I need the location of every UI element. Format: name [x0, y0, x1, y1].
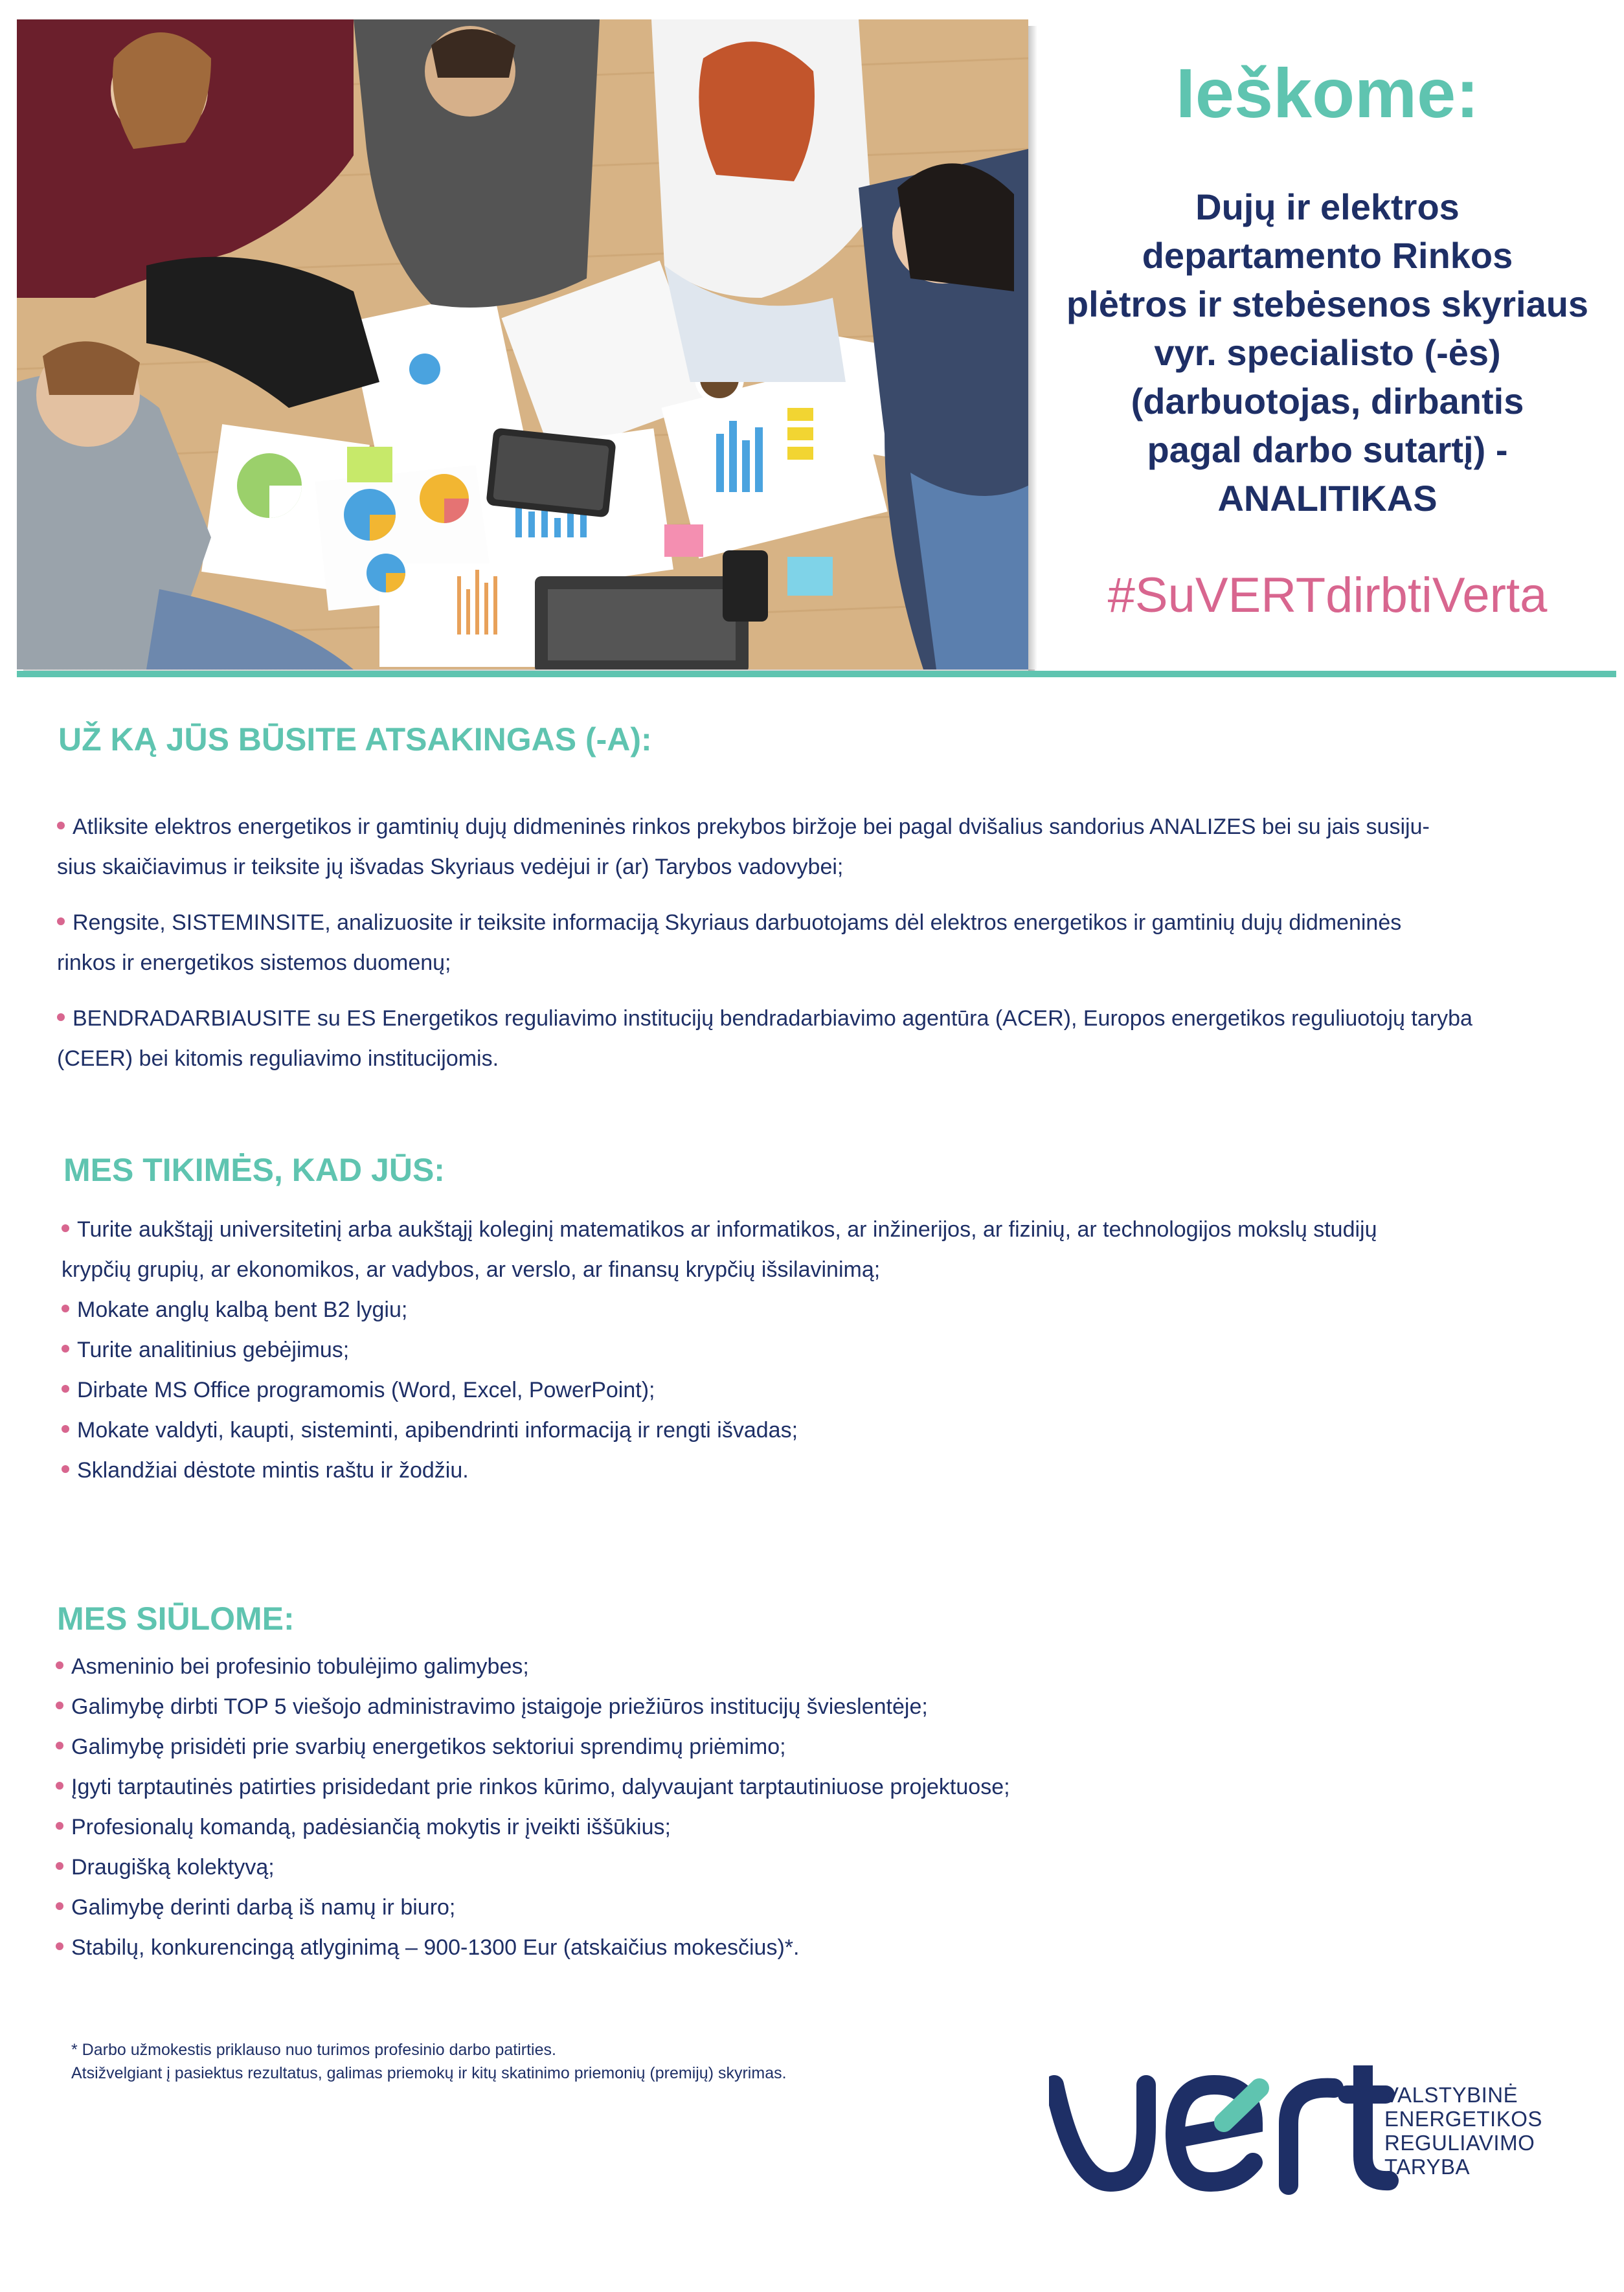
list-item: Draugišką kolektyvą; [56, 1847, 1571, 1887]
footnote-line: Atsižvelgiant į pasiektus rezultatus, galimas priemokų ir kitų skatinimo priemonių (premijų) skyrimas. [71, 2064, 787, 2082]
job-title [1036, 183, 1619, 522]
logo-letter-r [1289, 2088, 1334, 2185]
list-item: Rengsite, SISTEMINSITE, analizuosite ir teiksite informaciją Skyriaus darbuotojams dėl elektros energetikos ir gamtinių dujų didmeninės [57, 903, 1572, 943]
header-divider [17, 671, 1616, 677]
bullet-dot [62, 1385, 69, 1393]
list-item: Dirbate MS Office programomis (Word, Excel, PowerPoint); [62, 1370, 1577, 1410]
list-item: sius skaičiavimus ir teiksite jų išvadas Skyriaus vedėjui ir (ar) Tarybos vadovybei; [57, 855, 844, 879]
expectations-list [62, 1209, 1577, 1490]
list-item: rinkos ir energetikos sistemos duomenų; [57, 950, 451, 975]
bullet-dot [56, 1862, 63, 1870]
list-item: Galimybę derinti darbą iš namų ir biuro; [56, 1887, 1571, 1927]
bullet-dot [62, 1305, 69, 1312]
footnote-line: * Darbo užmokestis priklauso nuo turimos profesinio darbo patirties. [71, 2041, 556, 2059]
bullet-dot [62, 1425, 69, 1433]
job-title-line: departamento Rinkos [1142, 235, 1513, 276]
list-item: krypčių grupių, ar ekonomikos, ar vadybos, ar verslo, ar finansų krypčių išsilavinimą; [62, 1257, 881, 1282]
headline: Ieškome: [1175, 54, 1480, 132]
list-item: Galimybę dirbti TOP 5 viešojo administravimo įstaigoje priežiūros institucijų švieslentėje; [56, 1687, 1571, 1727]
footnote [71, 2038, 787, 2085]
expectations-title: MES TIKIMĖS, KAD JŪS: [63, 1152, 445, 1188]
bullet-dot [56, 1742, 63, 1749]
logo-letter-v [1054, 2085, 1146, 2182]
job-title-line: pagal darbo sutartį) - [1147, 429, 1508, 470]
job-title-line: plėtros ir stebėsenos skyriaus [1066, 284, 1589, 324]
list-item: Įgyti tarptautinės patirties prisidedant prie rinkos kūrimo, dalyvaujant tarptautiniuose projektuose; [56, 1767, 1571, 1807]
bullet-dot [56, 1661, 63, 1669]
list-item: Mokate anglų kalbą bent B2 lygiu; [62, 1290, 1577, 1330]
responsibilities-list [57, 815, 1572, 1071]
offer-list [56, 1646, 1571, 1968]
list-item: Sklandžiai dėstote mintis raštu ir žodžiu. [62, 1450, 1577, 1490]
header-photo [17, 19, 1028, 669]
job-title-line: ANALITIKAS [1217, 478, 1438, 519]
logo-caption-line: ENERGETIKOS [1384, 2107, 1542, 2131]
job-title-line: Dujų ir elektros [1195, 186, 1460, 227]
bullet-dot [56, 1702, 63, 1709]
list-item: Asmeninio bei profesinio tobulėjimo galimybes; [56, 1646, 1571, 1687]
responsibilities-title: UŽ KĄ JŪS BŪSITE ATSAKINGAS (-A): [58, 721, 652, 758]
bullet-dot [56, 1782, 63, 1790]
list-item: Turite analitinius gebėjimus; [62, 1330, 1577, 1370]
team-meeting-illustration [17, 19, 1028, 669]
list-item: BENDRADARBIAUSITE su ES Energetikos reguliavimo institucijų bendradarbiavimo agentūra (ACER), Europos energetikos reguliuotojų taryba [57, 998, 1572, 1039]
logo-caption-line: TARYBA [1384, 2155, 1470, 2179]
bullet-dot [57, 822, 65, 829]
list-item: Turite aukštąjį universitetinį arba aukštąjį koleginį matematikos ar informatikos, ar inžinerijos, ar fizinių, ar technologijos mokslų studijų [62, 1209, 1577, 1250]
offer-title: MES SIŪLOME: [57, 1601, 295, 1637]
bullet-dot [62, 1224, 69, 1232]
list-item: Atliksite elektros energetikos ir gamtinių dujų didmeninės rinkos prekybos biržoje bei pagal dvišalius sandorius ANALIZES bei su jais susiju- [57, 807, 1572, 847]
bullet-dot [56, 1902, 63, 1910]
logo-caption-line: REGULIAVIMO [1384, 2131, 1535, 2155]
bullet-dot [57, 917, 65, 925]
list-item: Galimybę prisidėti prie svarbių energetikos sektoriui sprendimų priėmimo; [56, 1727, 1571, 1767]
logo-caption-line: VALSTYBINĖ [1384, 2083, 1518, 2107]
bullet-dot [57, 1013, 65, 1021]
hashtag: #SuVERTdirbtiVerta [1107, 568, 1548, 623]
bullet-dot [56, 1942, 63, 1950]
bullet-dot [62, 1345, 69, 1353]
list-item: Stabilų, konkurencingą atlyginimą – 900-1300 Eur (atskaičius mokesčius)*. [56, 1927, 1571, 1968]
bullet-dot [56, 1822, 63, 1830]
job-title-line: (darbuotojas, dirbantis [1131, 381, 1524, 421]
list-item: Mokate valdyti, kaupti, sisteminti, apibendrinti informaciją ir rengti išvadas; [62, 1410, 1577, 1450]
bullet-dot [62, 1465, 69, 1473]
job-title-line: vyr. specialisto (-ės) [1154, 332, 1501, 373]
logo-caption [1384, 2083, 1542, 2179]
list-item: (CEER) bei kitomis reguliavimo institucijomis. [57, 1046, 499, 1071]
list-item: Profesionalų komandą, padėsiančią mokytis ir įveikti iššūkius; [56, 1807, 1571, 1847]
